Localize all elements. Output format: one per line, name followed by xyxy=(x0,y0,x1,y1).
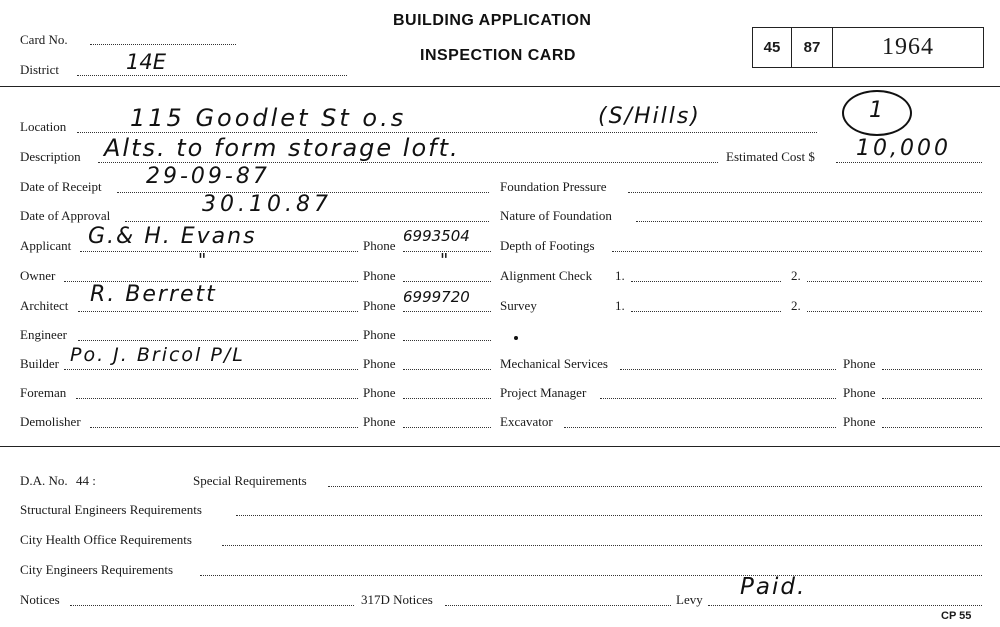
mechanical-services-phone-field[interactable] xyxy=(882,369,982,370)
circled-number-value: 1 xyxy=(869,98,883,123)
survey-label: Survey xyxy=(500,298,537,313)
estimated-cost-value: 10,000 xyxy=(856,136,951,161)
foreman-phone-field[interactable] xyxy=(403,398,491,399)
depth-of-footings-label: Depth of Footings xyxy=(500,238,595,253)
builder-value: Po. J. Bricol P/L xyxy=(70,344,245,366)
title-line-1: BUILDING APPLICATION xyxy=(393,12,592,29)
applicant-value: G.& H. Evans xyxy=(88,224,257,249)
architect-phone-field[interactable] xyxy=(403,311,491,312)
builder-phone-label: Phone xyxy=(363,356,396,371)
city-health-label: City Health Office Requirements xyxy=(20,532,192,547)
levy-field[interactable] xyxy=(708,605,982,606)
ink-dot xyxy=(514,336,518,340)
foundation-pressure-field[interactable] xyxy=(628,192,982,193)
engineer-label: Engineer xyxy=(20,327,67,342)
demolisher-label: Demolisher xyxy=(20,414,81,429)
applicant-phone-label: Phone xyxy=(363,238,396,253)
district-value: 14E xyxy=(126,50,166,74)
da-no-value: 44 : xyxy=(76,473,96,488)
ref-number-2: 87 xyxy=(803,39,821,56)
317d-notices-label: 317D Notices xyxy=(361,592,433,607)
architect-value: R. Berrett xyxy=(90,282,217,307)
survey-number-2: 2. xyxy=(791,298,801,313)
estimated-cost-label: Estimated Cost $ xyxy=(726,149,815,164)
foreman-field[interactable] xyxy=(76,398,358,399)
description-value: Alts. to form storage loft. xyxy=(104,134,460,162)
structural-engineers-field[interactable] xyxy=(236,515,982,516)
depth-of-footings-field[interactable] xyxy=(612,251,982,252)
excavator-phone-label: Phone xyxy=(843,414,876,429)
date-of-receipt-value: 29-09-87 xyxy=(146,164,270,189)
special-requirements-label: Special Requirements xyxy=(193,473,307,488)
levy-label: Levy xyxy=(676,592,703,607)
alignment-check-label: Alignment Check xyxy=(500,268,593,283)
excavator-label: Excavator xyxy=(500,414,553,429)
alignment-check-field-2[interactable] xyxy=(807,281,982,282)
mechanical-services-label: Mechanical Services xyxy=(500,356,608,371)
demolisher-phone-label: Phone xyxy=(363,414,396,429)
notices-label: Notices xyxy=(20,592,60,607)
city-engineers-field[interactable] xyxy=(200,575,982,576)
317d-notices-field[interactable] xyxy=(445,605,671,606)
district-label: District xyxy=(20,62,59,77)
da-no-label: D.A. No. xyxy=(20,473,68,488)
foreman-label: Foreman xyxy=(20,385,67,400)
date-of-receipt-label: Date of Receipt xyxy=(20,179,102,194)
builder-phone-field[interactable] xyxy=(403,369,491,370)
owner-value: " xyxy=(198,250,207,271)
engineer-phone-field[interactable] xyxy=(403,340,491,341)
project-manager-phone-label: Phone xyxy=(843,385,876,400)
section-rule xyxy=(0,446,1000,447)
ref-number-3: 1964 xyxy=(882,34,934,60)
applicant-label: Applicant xyxy=(20,238,72,253)
survey-field-2[interactable] xyxy=(807,311,982,312)
date-of-approval-field[interactable] xyxy=(125,221,489,222)
owner-label: Owner xyxy=(20,268,56,283)
applicant-field[interactable] xyxy=(80,251,358,252)
survey-number-1: 1. xyxy=(615,298,625,313)
project-manager-label: Project Manager xyxy=(500,385,587,400)
demolisher-phone-field[interactable] xyxy=(403,427,491,428)
district-field[interactable] xyxy=(77,75,347,76)
demolisher-field[interactable] xyxy=(90,427,358,428)
card-no-field[interactable] xyxy=(90,44,236,45)
architect-phone-value: 6999720 xyxy=(403,288,470,306)
card-no-label: Card No. xyxy=(20,32,68,47)
description-label: Description xyxy=(20,149,81,164)
architect-phone-label: Phone xyxy=(363,298,396,313)
title-line-2: INSPECTION CARD xyxy=(420,47,576,64)
excavator-phone-field[interactable] xyxy=(882,427,982,428)
location-label: Location xyxy=(20,119,67,134)
notices-field[interactable] xyxy=(70,605,354,606)
location-extra-value: (S/Hills) xyxy=(598,104,701,129)
builder-field[interactable] xyxy=(64,369,358,370)
alignment-check-number-2: 2. xyxy=(791,268,801,283)
project-manager-phone-field[interactable] xyxy=(882,398,982,399)
alignment-check-number-1: 1. xyxy=(615,268,625,283)
alignment-check-field-1[interactable] xyxy=(631,281,781,282)
mechanical-services-field[interactable] xyxy=(620,369,836,370)
estimated-cost-field[interactable] xyxy=(836,162,982,163)
owner-phone-value: " xyxy=(440,250,449,271)
excavator-field[interactable] xyxy=(564,427,836,428)
foreman-phone-label: Phone xyxy=(363,385,396,400)
form-code: CP 55 xyxy=(941,610,972,622)
owner-phone-field[interactable] xyxy=(403,281,491,282)
project-manager-field[interactable] xyxy=(600,398,836,399)
foundation-pressure-label: Foundation Pressure xyxy=(500,179,607,194)
date-of-approval-label: Date of Approval xyxy=(20,208,111,223)
engineer-phone-label: Phone xyxy=(363,327,396,342)
nature-of-foundation-field[interactable] xyxy=(636,221,982,222)
description-field[interactable] xyxy=(98,162,718,163)
architect-label: Architect xyxy=(20,298,69,313)
builder-label: Builder xyxy=(20,356,59,371)
applicant-phone-value: 6993504 xyxy=(403,227,470,245)
header-rule xyxy=(0,86,1000,87)
date-of-approval-value: 30.10.87 xyxy=(202,192,332,217)
engineer-field[interactable] xyxy=(78,340,358,341)
ref-number-1: 45 xyxy=(763,39,781,56)
reference-box xyxy=(752,27,984,68)
special-requirements-field[interactable] xyxy=(328,486,982,487)
levy-value: Paid. xyxy=(740,574,807,600)
architect-field[interactable] xyxy=(78,311,358,312)
mechanical-services-phone-label: Phone xyxy=(843,356,876,371)
structural-engineers-label: Structural Engineers Requirements xyxy=(20,502,202,517)
nature-of-foundation-label: Nature of Foundation xyxy=(500,208,612,223)
location-field[interactable] xyxy=(77,132,817,133)
circled-number xyxy=(842,90,912,136)
owner-phone-label: Phone xyxy=(363,268,396,283)
location-value: 115 Goodlet St o.s xyxy=(130,104,407,132)
city-health-field[interactable] xyxy=(222,545,982,546)
survey-field-1[interactable] xyxy=(631,311,781,312)
city-engineers-label: City Engineers Requirements xyxy=(20,562,174,577)
